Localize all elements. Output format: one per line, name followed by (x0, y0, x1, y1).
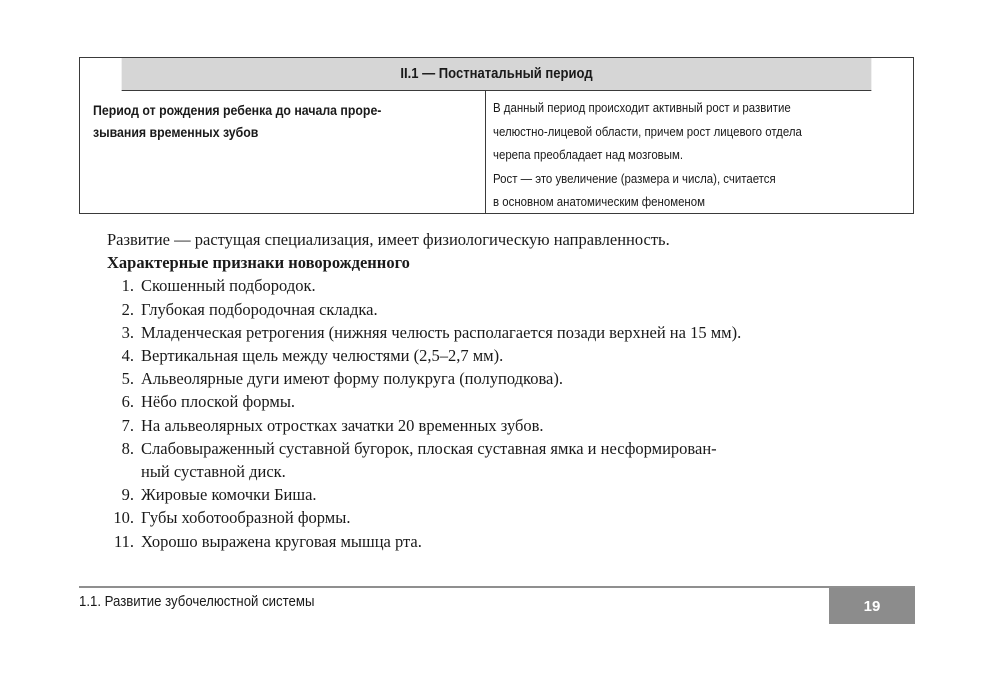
item-number: 8. (121, 438, 134, 458)
list-item (107, 414, 915, 437)
list-item (107, 367, 915, 390)
item-number: 3. (121, 322, 134, 342)
item-number: 1. (121, 276, 134, 296)
item-number: 5. (121, 369, 134, 389)
list-item (107, 437, 915, 483)
main-text (107, 228, 915, 553)
item-text: Нёбо плоской формы. (141, 392, 296, 412)
period-name-line: Период от рождения ребенка до начала проре- (93, 102, 382, 118)
intro-paragraph: Развитие — растущая специализация, имеет физиологическую направленность. (107, 230, 670, 249)
page-number: 19 (863, 597, 881, 615)
list-item (107, 321, 915, 344)
item-number: 4. (121, 346, 134, 366)
period-table (79, 57, 914, 214)
subheading: Характерные признаки новорожденного (107, 253, 410, 273)
item-text: Глубокая подбородочная складка. (141, 299, 378, 319)
list-item (107, 506, 915, 529)
item-text: Младенческая ретрогения (нижняя челюсть располагается позади верхней на 15 мм). (141, 322, 742, 342)
description-line: Рост — это увеличение (размера и числа), считается (493, 170, 776, 186)
item-text: Губы хоботообразной формы. (141, 508, 351, 528)
period-name-cell (80, 91, 486, 213)
list-item (107, 344, 915, 367)
item-number: 9. (121, 485, 134, 505)
item-number: 2. (121, 299, 134, 319)
item-number: 11. (113, 531, 134, 551)
period-description-cell (486, 91, 913, 213)
period-name-line: зывания временных зубов (93, 124, 259, 140)
item-text: Жировые комочки Биша. (141, 485, 317, 505)
description-line: черепа преобладает над мозговым. (493, 147, 684, 162)
item-text: Скошенный подбородок. (141, 276, 316, 296)
footer-divider (79, 586, 915, 588)
item-text: На альвеолярных отростках зачатки 20 временных зубов. (141, 415, 544, 435)
table-header: II.1 — Постнатальный период (122, 58, 872, 91)
page-number-box (829, 588, 915, 624)
description-line: в основном анатомическим феноменом (493, 194, 705, 209)
list-item (107, 530, 915, 553)
item-text-line: Слабовыраженный суставной бугорок, плоская суставная ямка и несформирован- (141, 438, 717, 458)
item-number: 6. (121, 392, 134, 412)
features-list (107, 274, 915, 552)
description-line: В данный период происходит активный рост и развитие (493, 100, 791, 115)
list-item (107, 390, 915, 413)
item-text: Вертикальная щель между челюстями (2,5–2,7 мм). (141, 346, 504, 366)
list-item (107, 483, 915, 506)
item-text: Альвеолярные дуги имеют форму полукруга (полуподкова). (141, 369, 563, 389)
item-text: Хорошо выражена круговая мышца рта. (141, 531, 422, 551)
table-row (80, 91, 913, 213)
list-item (107, 298, 915, 321)
footer-section-title: 1.1. Развитие зубочелюстной системы (79, 593, 315, 610)
item-text-line: ный суставной диск. (141, 462, 286, 482)
item-number: 7. (121, 415, 134, 435)
description-line: челюстно-лицевой области, причем рост лицевого отдела (493, 123, 802, 139)
list-item (107, 274, 915, 297)
item-number: 10. (113, 508, 134, 528)
